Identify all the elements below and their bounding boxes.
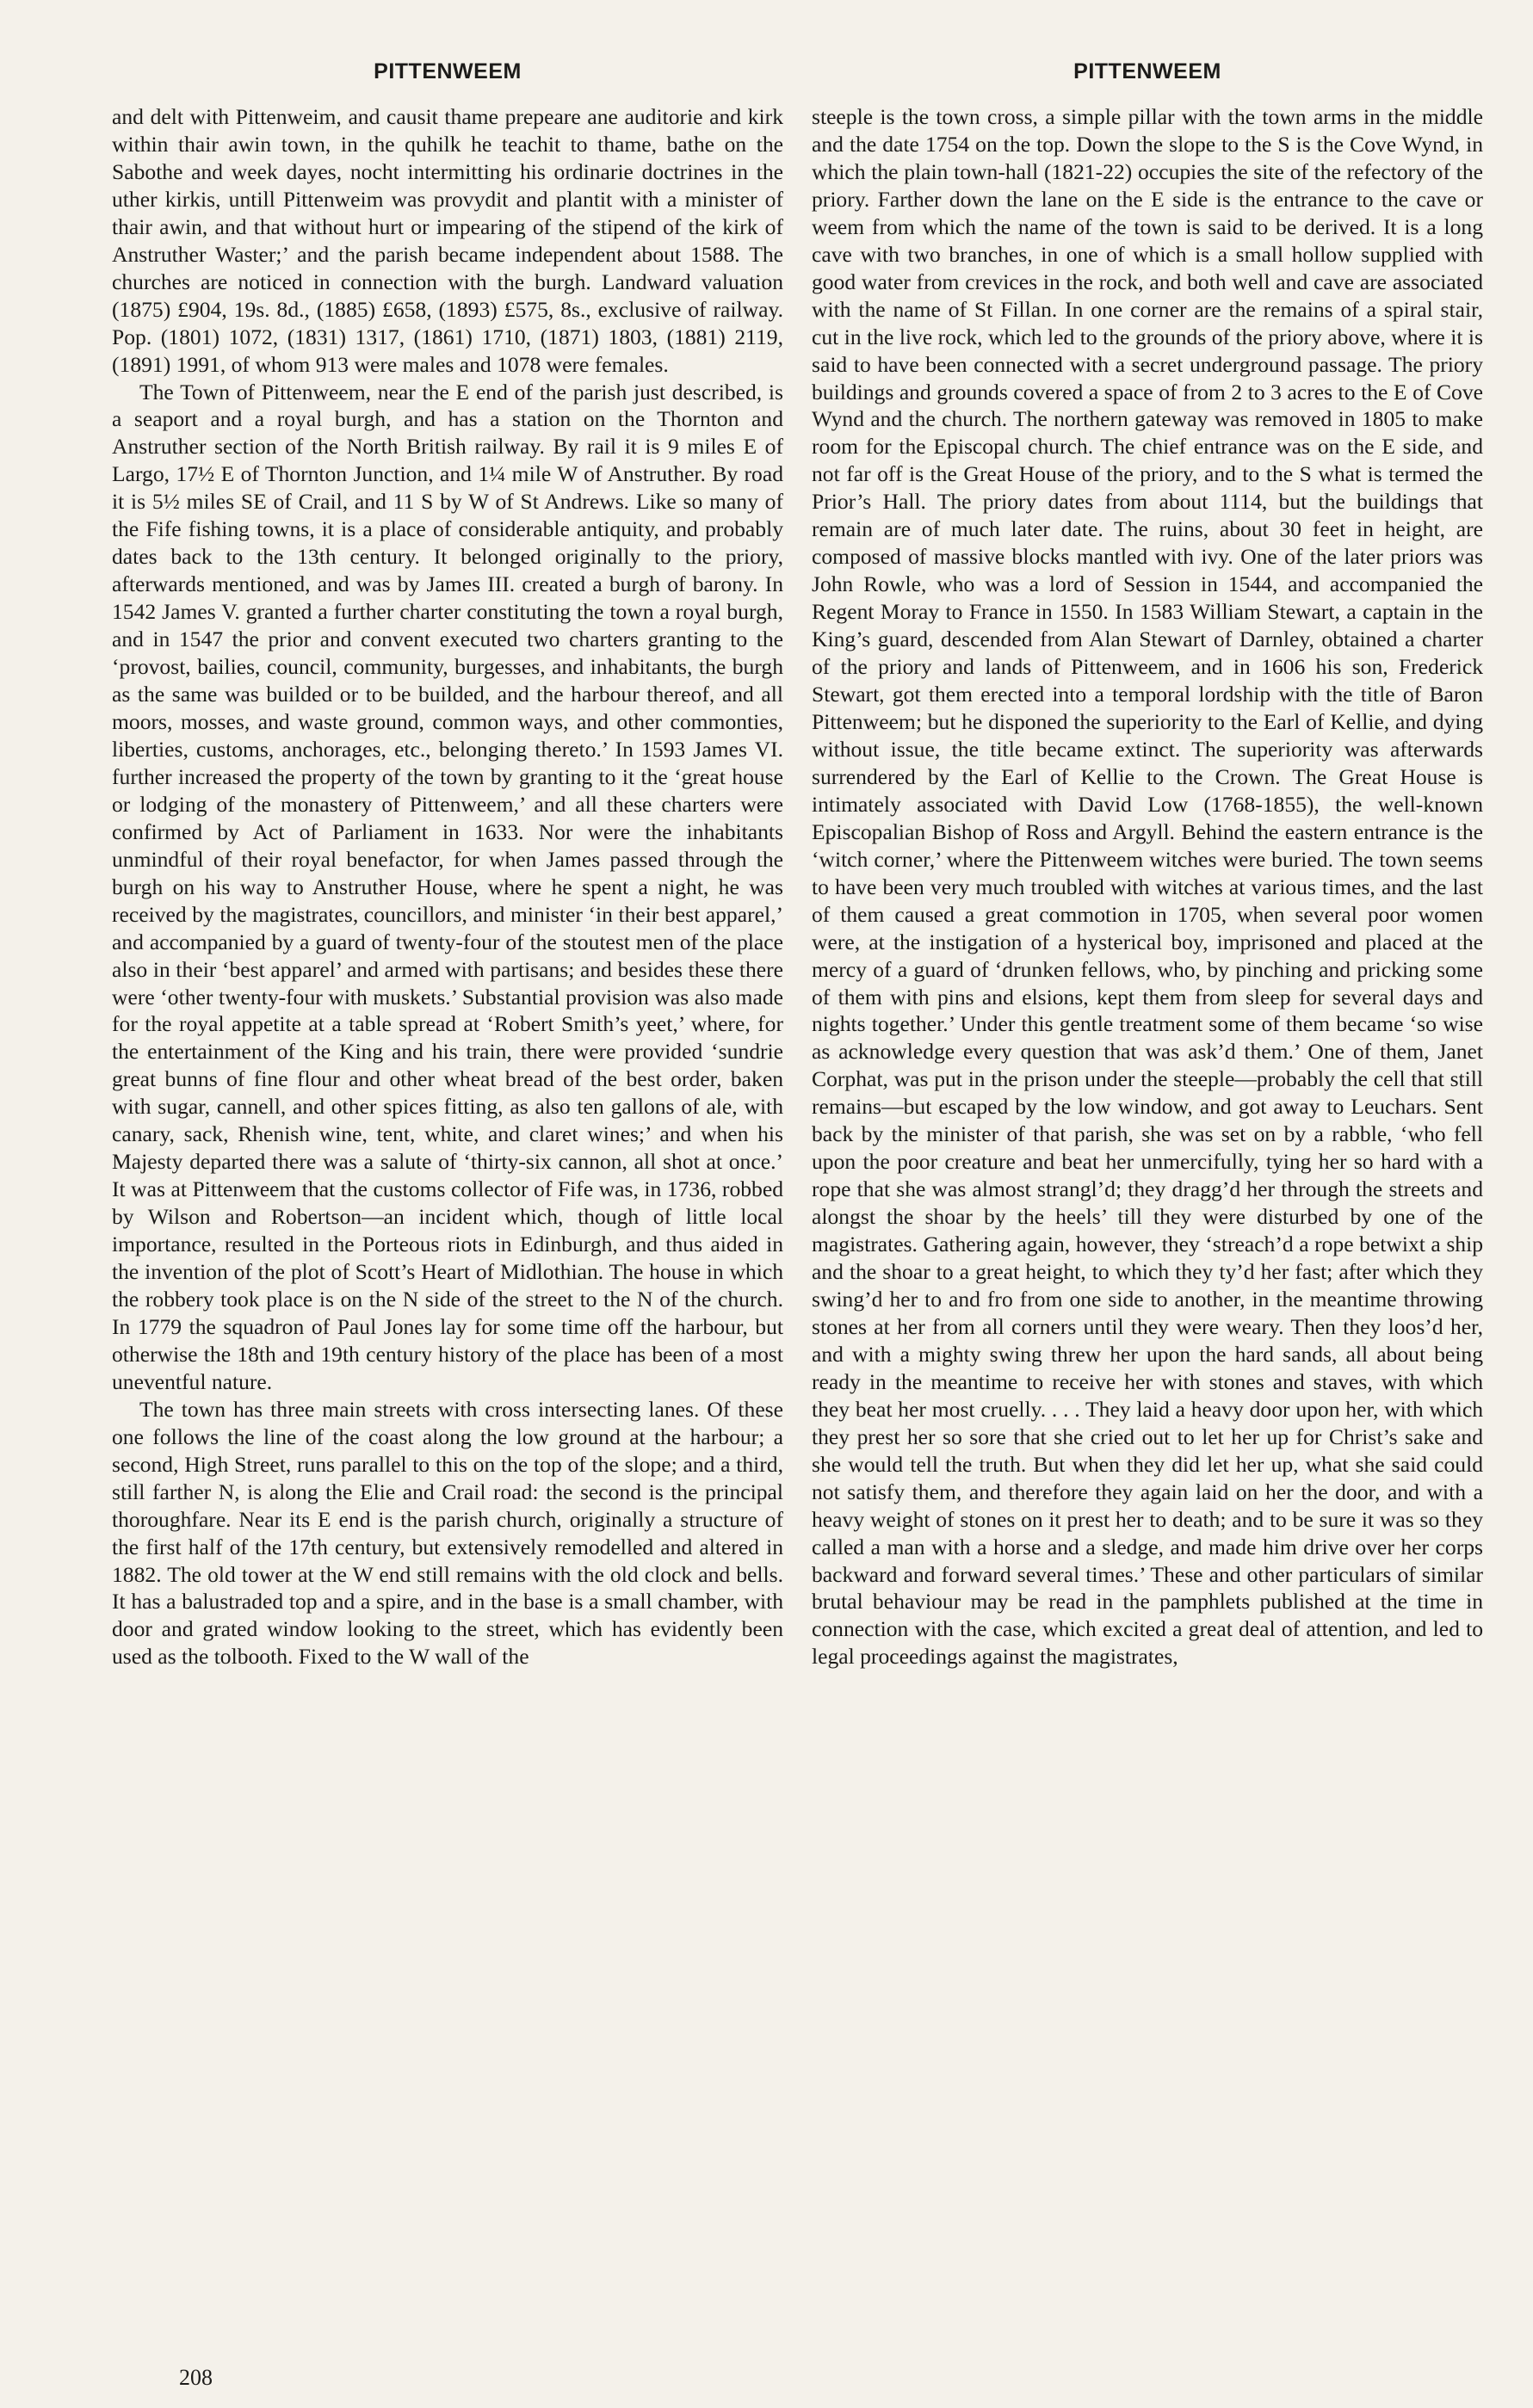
left-column-text [112, 103, 783, 1670]
paragraph: The town has three main streets with cross intersecting lanes. Of these one follows the line of the coast along the low ground at the harbour; a second, High Street, runs parallel to this on the top of the slope; and a third, still farther N, is along the Elie and Crail road: the second is the principal thoroughfare. Near its E end is the parish church, originally a structure of the first half of the 17th century, but extensively remodelled and altered in 1882. The old tower at the W end still remains with the old clock and bells. It has a balustraded top and a spire, and in the base is a small chamber, with door and grated window looking to the street, which has evidently been used as the tolbooth. Fixed to the W wall of the [112, 1396, 783, 1670]
right-column [812, 59, 1483, 1670]
right-column-text [812, 103, 1483, 1670]
paragraph: The Town of Pittenweem, near the E end of the parish just described, is a seaport and a royal burgh, and has a station on the Thornton and Anstruther section of the North British railway. By rail it is 9 miles E of Largo, 17½ E of Thornton Junction, and 1¼ mile W of Anstruther. By road it is 5½ miles SE of Crail, and 11 S by W of St Andrews. Like so many of the Fife fishing towns, it is a place of considerable antiquity, and probably dates back to the 13th century. It belonged originally to the priory, afterwards mentioned, and was by James III. created a burgh of barony. In 1542 James V. granted a further charter constituting the town a royal burgh, and in 1547 the prior and convent executed two charters granting to the ‘provost, bailies, council, community, burgesses, and inhabitants, the burgh as the same was builded or to be builded, and the harbour thereof, and all moors, mosses, and waste ground, common ways, and other commonties, liberties, customs, anchorages, etc., belonging thereto.’ In 1593 James VI. further increased the property of the town by granting to it the ‘great house or lodging of the monastery of Pittenweem,’ and all these charters were confirmed by Act of Parliament in 1633. Nor were the inhabitants unmindful of their royal benefactor, for when James passed through the burgh on his way to Anstruther House, where he spent a night, he was received by the magistrates, councillors, and minister ‘in their best apparel,’ and accompanied by a guard of twenty-four of the stoutest men of the place also in their ‘best apparel’ and armed with partisans; and besides these there were ‘other twenty-four with muskets.’ Substantial provision was also made for the royal appetite at a table spread at ‘Robert Smith’s yeet,’ where, for the entertainment of the King and his train, there were provided ‘sundrie great bunns of fine flour and other wheat bread of the best order, baken with sugar, cannell, and other spices fitting, as also ten gallons of ale, with canary, sack, Rhenish wine, tent, white, and claret wines;’ and when his Majesty departed there was a salute of ‘thirty-six cannon, all shot at once.’ It was at Pittenweem that the customs collector of Fife was, in 1736, robbed by Wilson and Robertson—an incident which, though of little local importance, resulted in the Porteous riots in Edinburgh, and thus aided in the invention of the plot of Scott’s Heart of Midlothian. The house in which the robbery took place is on the N side of the street to the N of the church. In 1779 the squadron of Paul Jones lay for some time off the harbour, but otherwise the 18th and 19th century history of the place has been of a most uneventful nature. [112, 379, 783, 1394]
running-head-right: PITTENWEEM [1073, 59, 1221, 83]
left-column [112, 59, 783, 1670]
paragraph: steeple is the town cross, a simple pillar with the town arms in the middle and the date 1754 on the top. Down the slope to the S is the Cove Wynd, in which the plain town-hall (1821-22) occupies the site of the refectory of the priory. Farther down the lane on the E side is the entrance to the cave or weem from which the name of the town is said to be derived. It is a long cave with two branches, in one of which is a small hollow supplied with good water from crevices in the rock, and both well and cave are associated with the name of St Fillan. In one corner are the remains of a spiral stair, cut in the live rock, which led to the grounds of the priory above, where it is said to have been connected with a secret underground passage. The priory buildings and grounds covered a space of from 2 to 3 acres to the E of Cove Wynd and the church. The northern gateway was removed in 1805 to make room for the Episcopal church. The chief entrance was on the E side, and not far off is the Great House of the priory, and to the S what is termed the Prior’s Hall. The priory dates from about 1114, but the buildings that remain are of much later date. The ruins, about 30 feet in height, are composed of massive blocks mantled with ivy. One of the later priors was John Rowle, who was a lord of Session in 1544, and accompanied the Regent Moray to France in 1550. In 1583 William Stewart, a captain in the King’s guard, descended from Alan Stewart of Darnley, obtained a charter of the priory and lands of Pittenweem, and in 1606 his son, Frederick Stewart, got them erected into a temporal lordship with the title of Baron Pittenweem; but he disponed the superiority to the Earl of Kellie, and dying without issue, the title became extinct. The superiority was afterwards surrendered by the Earl of Kellie to the Crown. The Great House is intimately associated with David Low (1768-1855), the well-known Episcopalian Bishop of Ross and Argyll. Behind the eastern entrance is the ‘witch corner,’ where the Pittenweem witches were buried. The town seems to have been very much troubled with witches at various times, and the last of them caused a great commotion in 1705, when several poor women were, at the instigation of a hysterical boy, imprisoned and placed at the mercy of a guard of ‘drunken fellows, who, by pinching and pricking some of them with pins and elsions, kept them from sleep for several days and nights together.’ Under this gentle treatment some of them became ‘so wise as acknowledge every question that was ask’d them.’ One of them, Janet Corphat, was put in the prison under the steeple—probably the cell that still remains—but escaped by the low window, and got away to Leuchars. Sent back by the minister of that parish, she was set on by a rabble, ‘who fell upon the poor creature and beat her unmercifully, tying her so hard with a rope that she was almost strangl’d; they dragg’d her through the streets and alongst the shoar by the heels’ till they were disturbed by one of the magistrates. Gathering again, however, they ‘streach’d a rope betwixt a ship and the shoar to a great height, to which they ty’d her fast; after which they swing’d her to and fro from one side to another, in the meantime throwing stones at her from all corners until they were weary. Then they loos’d her, and with a mighty swing threw her upon the hard sands, all about being ready in the meantime to receive her with stones and staves, with which they beat her most cruelly. . . . They laid a heavy door upon her, with which they prest her so sore that she cried out to let her up for Christ’s sake and she would tell the truth. But when they did let her up, what she said could not satisfy them, and therefore they again laid on her the door, and with a heavy weight of stones on it prest her to death; and to be sure it was so they called a man with a horse and a sledge, and made him drive over her corps backward and forward several times.’ These and other particulars of similar brutal behaviour may be read in the pamphlets published at the time in connection with the case, which excited a great deal of attention, and led to legal proceedings against the magistrates, [812, 104, 1483, 1670]
running-head-left: PITTENWEEM [374, 59, 522, 83]
page-number: 208 [179, 2365, 213, 2390]
paragraph: and delt with Pittenweim, and causit thame prepeare ane auditorie and kirk within thair awin town, in the quhilk he teachit to thame, bathe on the Sabothe and week dayes, nocht intermitting his ordinarie doctrines in the uther kirkis, untill Pittenweim was provydit and plantit with a minister of thair awin, and that without hurt or impearing of the stipend of the kirk of Anstruther Waster;’ and the parish became independent about 1588. The churches are noticed in connection with the burgh. Landward valuation (1875) £904, 19s. 8d., (1885) £658, (1893) £575, 8s., exclusive of railway. Pop. (1801) 1072, (1831) 1317, (1861) 1710, (1871) 1803, (1881) 2119, (1891) 1991, of whom 913 were males and 1078 were females. [112, 104, 783, 377]
